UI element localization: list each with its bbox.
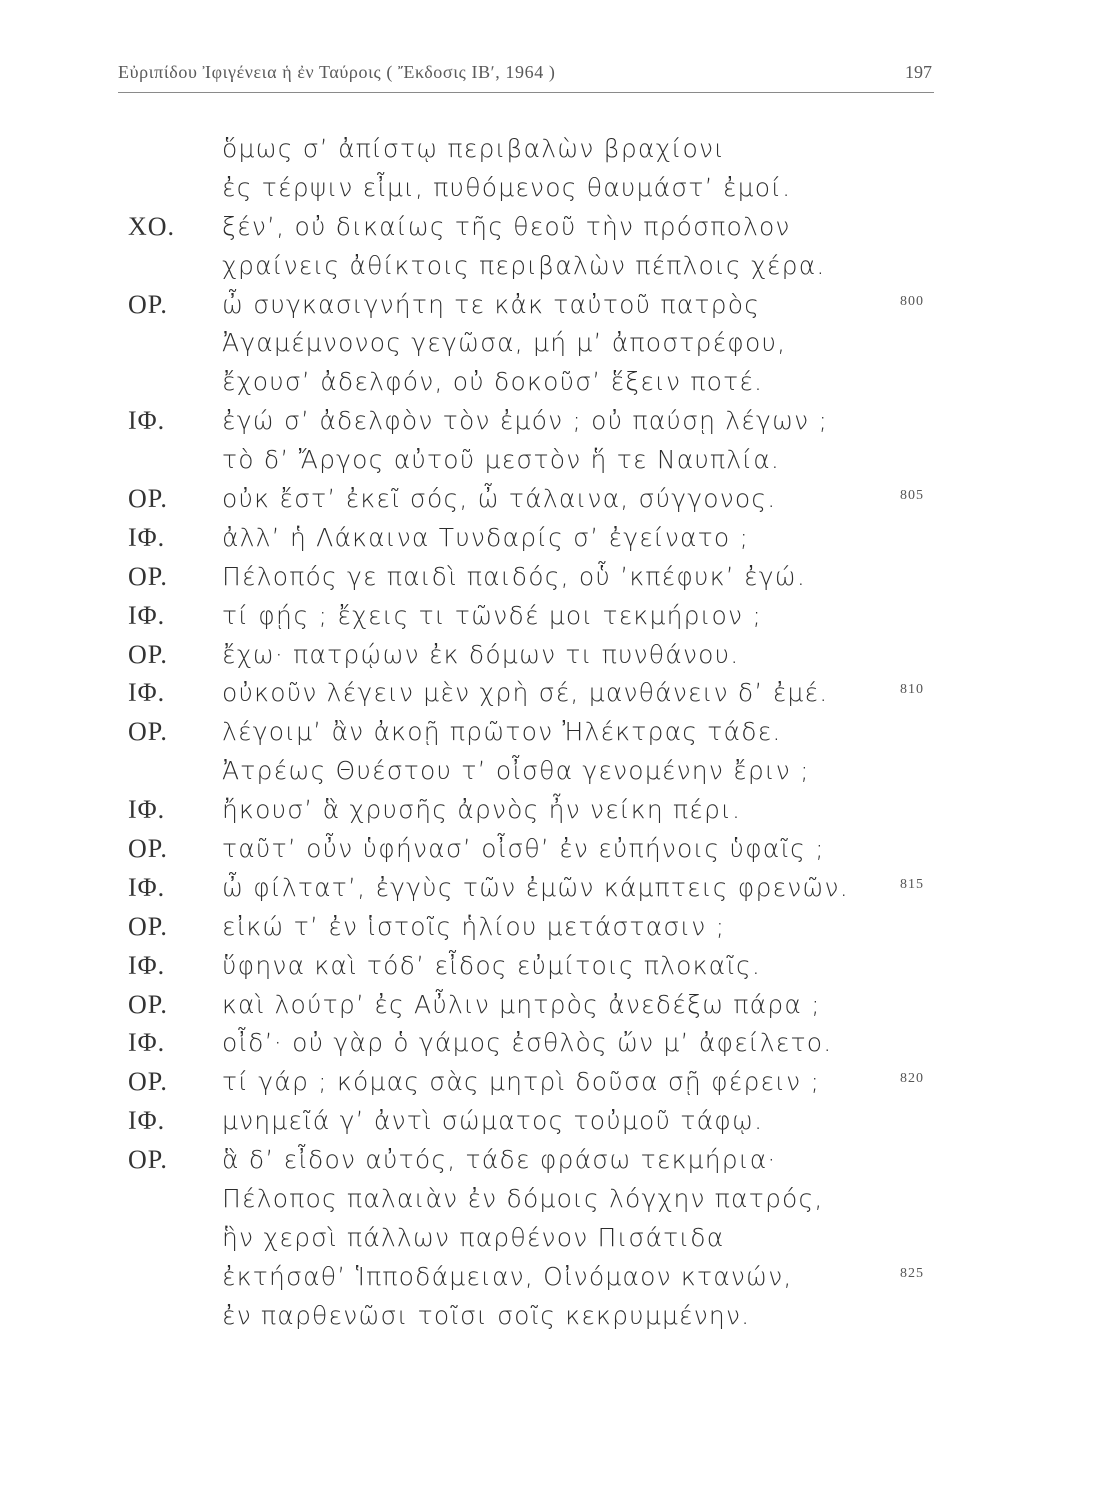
line-number: 805 <box>900 488 924 504</box>
verse-text: τί φῄς ; ἔχεις τι τῶνδέ μοι τεκμήριον ; <box>222 600 762 630</box>
verse-text: Πέλοπος παλαιὰν ἐν δόμοις λόγχην πατρός, <box>222 1184 824 1214</box>
verse-line <box>0 988 1111 1027</box>
verse-line <box>0 1104 1111 1143</box>
speaker-label: ΙΦ. <box>128 950 166 980</box>
speaker-label: ΙΦ. <box>128 678 166 708</box>
speaker-label: ΟΡ. <box>128 639 168 669</box>
verse-line <box>0 210 1111 249</box>
verse-text: ὕφηνα καὶ τόδʼ εἶδος εὐμίτοις πλοκαῖς. <box>222 950 761 980</box>
verse-text: τὸ δʼ Ἄργος αὐτοῦ μεστὸν ἥ τε Ναυπλία. <box>222 445 781 475</box>
speaker-label: ΙΦ. <box>128 522 166 552</box>
speaker-label: ΟΡ. <box>128 717 168 747</box>
verse-line <box>0 1221 1111 1260</box>
verse-line <box>0 871 1111 910</box>
verse-line <box>0 560 1111 599</box>
speaker-label: ΙΦ. <box>128 600 166 630</box>
verse-line <box>0 288 1111 327</box>
verse-line <box>0 326 1111 365</box>
verse-text: Ἀτρέως Θυέστου τʼ οἶσθα γενομένην ἔριν ; <box>222 756 810 786</box>
verse-line <box>0 443 1111 482</box>
verse-line <box>0 1143 1111 1182</box>
verse-text: ὅμως σʼ ἀπίστῳ περιβαλὼν βραχίονι <box>222 134 725 163</box>
verse-line <box>0 715 1111 754</box>
speaker-label: ΙΦ. <box>128 1028 166 1058</box>
verse-text: ἀλλʼ ἡ Λάκαινα Τυνδαρίς σʼ ἐγείνατο ; <box>222 522 750 552</box>
verse-text: λέγοιμʼ ἂν ἀκοῇ πρῶτον Ἠλέκτρας τάδε. <box>222 717 782 747</box>
verse-text: Πέλοπός γε παιδὶ παιδός, οὗ ʼκπέφυκʼ ἐγώ. <box>222 561 807 591</box>
verse-text: ξένʼ, οὐ δικαίως τῆς θεοῦ τὴν πρόσπολον <box>222 211 791 241</box>
line-number: 825 <box>900 1265 924 1281</box>
speaker-label: ΟΡ. <box>128 561 168 591</box>
speaker-label: ΙΦ. <box>128 795 166 825</box>
verse-text: ἃ δʼ εἶδον αὐτός, τάδε φράσω τεκμήρια· <box>222 1145 777 1175</box>
speaker-label: ΟΡ. <box>128 1145 168 1175</box>
verse-text: ἐς τέρψιν εἶμι, πυθόμενος θαυμάστʼ ἐμοί. <box>222 172 792 202</box>
verse-text: εἰκώ τʼ ἐν ἱστοῖς ἡλίου μετάστασιν ; <box>222 911 726 941</box>
speaker-label: ΟΡ. <box>128 989 168 1019</box>
verse-line <box>0 599 1111 638</box>
verse-text: οἶδʼ· οὐ γὰρ ὁ γάμος ἐσθλὸς ὤν μʼ ἀφείλετο. <box>222 1028 833 1058</box>
verse-line <box>0 365 1111 404</box>
verse-text: οὐκοῦν λέγειν μὲν χρὴ σέ, μανθάνειν δʼ ἐμέ. <box>222 678 829 708</box>
verse-text: ἣν χερσὶ πάλλων παρθένον Πισάτιδα <box>222 1222 725 1252</box>
page-number: 197 <box>905 62 932 82</box>
verse-line <box>0 171 1111 210</box>
verse-line <box>0 793 1111 832</box>
verse-text: καὶ λούτρʼ ἐς Αὖλιν μητρὸς ἀνεδέξω πάρα ; <box>222 989 821 1019</box>
verse-text: ἐκτήσαθʼ Ἱπποδάμειαν, Οἰνόμαον κτανών, <box>222 1261 793 1291</box>
running-title: Εὐριπίδου Ἰφιγένεια ἡ ἐν Ταύροις ( Ἔκδοσις ΙΒʹ, 1964 ) <box>118 62 556 82</box>
speaker-label: ΧΟ. <box>128 211 176 241</box>
verse-line <box>0 1182 1111 1221</box>
verse-line <box>0 521 1111 560</box>
verse-text: ἐγώ σʼ ἀδελφὸν τὸν ἐμόν ; οὐ παύσῃ λέγων ; <box>222 406 829 436</box>
verse-text-block <box>0 132 1111 1338</box>
verse-line <box>0 949 1111 988</box>
verse-text: ταῦτʼ οὖν ὑφήνασʼ οἶσθʼ ἐν εὐπήνοις ὑφαῖς ; <box>222 834 825 864</box>
speaker-label: ΙΦ. <box>128 1106 166 1136</box>
speaker-label: ΟΡ. <box>128 911 168 941</box>
speaker-label: ΟΡ. <box>128 289 168 319</box>
verse-text: οὐκ ἔστʼ ἐκεῖ σός, ὦ τάλαινα, σύγγονος. <box>222 484 777 514</box>
verse-text: ὦ φίλτατʼ, ἐγγὺς τῶν ἐμῶν κάμπτεις φρενῶν. <box>222 872 849 902</box>
verse-line <box>0 910 1111 949</box>
verse-line <box>0 249 1111 288</box>
line-number: 820 <box>900 1071 924 1087</box>
verse-line <box>0 832 1111 871</box>
verse-text: ὦ συγκασιγνήτη τε κἀκ ταὐτοῦ πατρὸς <box>222 289 761 319</box>
verse-line <box>0 132 1111 171</box>
verse-text: ἤκουσʼ ἃ χρυσῆς ἀρνὸς ἦν νείκη πέρι. <box>222 795 742 825</box>
verse-line <box>0 754 1111 793</box>
verse-text: ἔχουσʼ ἀδελφόν, οὐ δοκοῦσʼ ἕξειν ποτέ. <box>222 367 764 397</box>
verse-text: Ἀγαμέμνονος γεγῶσα, μή μʼ ἀποστρέφου, <box>222 328 787 358</box>
verse-line <box>0 404 1111 443</box>
speaker-label: ΟΡ. <box>128 834 168 864</box>
verse-line <box>0 482 1111 521</box>
verse-line <box>0 1065 1111 1104</box>
line-number: 810 <box>900 682 924 698</box>
verse-line <box>0 676 1111 715</box>
verse-text: ἔχω· πατρῴων ἐκ δόμων τι πυνθάνου. <box>222 639 740 669</box>
line-number: 815 <box>900 876 924 892</box>
speaker-label: ΙΦ. <box>128 406 166 436</box>
verse-text: ἐν παρθενῶσι τοῖσι σοῖς κεκρυμμένην. <box>222 1300 751 1330</box>
line-number: 800 <box>900 293 924 309</box>
verse-text: τί γάρ ; κόμας σὰς μητρὶ δοῦσα σῇ φέρειν ; <box>222 1067 821 1097</box>
verse-line <box>0 1260 1111 1299</box>
speaker-label: ΟΡ. <box>128 484 168 514</box>
running-header <box>118 62 934 93</box>
verse-text: χραίνεις ἀθίκτοις περιβαλὼν πέπλοις χέρα. <box>222 250 826 280</box>
verse-line <box>0 638 1111 677</box>
verse-line <box>0 1299 1111 1338</box>
verse-line <box>0 1026 1111 1065</box>
verse-text: μνημεῖά γʼ ἀντὶ σώματος τοὐμοῦ τάφῳ. <box>222 1106 764 1136</box>
speaker-label: ΟΡ. <box>128 1067 168 1097</box>
speaker-label: ΙΦ. <box>128 872 166 902</box>
